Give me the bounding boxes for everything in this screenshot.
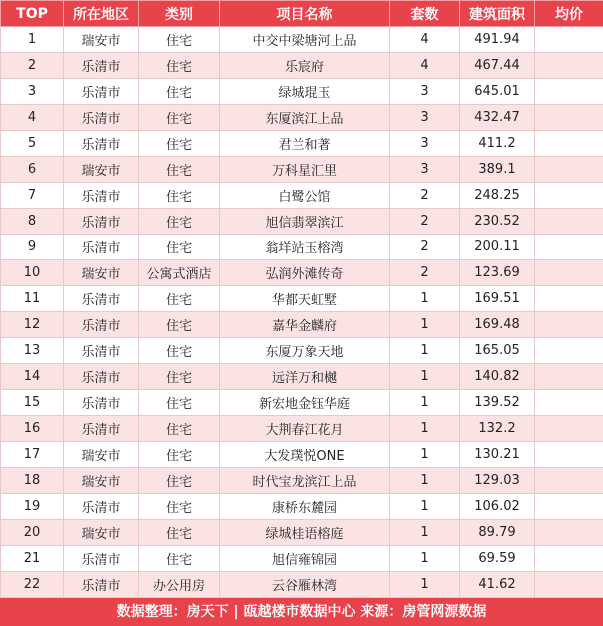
- header-top: TOP: [1, 1, 64, 27]
- region-cell: 乐清市: [64, 364, 139, 390]
- rank-cell: 4: [1, 104, 64, 130]
- floor-area-cell: 467.44: [460, 52, 535, 78]
- units-cell: 2: [390, 260, 460, 286]
- project-name-cell: 嘉华金麟府: [220, 312, 390, 338]
- category-cell: 住宅: [139, 442, 220, 468]
- region-cell: 乐清市: [64, 208, 139, 234]
- region-cell: 乐清市: [64, 52, 139, 78]
- region-cell: 乐清市: [64, 182, 139, 208]
- project-name-cell: 东厦滨江上品: [220, 104, 390, 130]
- header-category: 类别: [139, 1, 220, 27]
- table-row: [1, 156, 603, 182]
- table-row: [1, 364, 603, 390]
- category-cell: 住宅: [139, 519, 220, 545]
- avg-price-cell: [535, 78, 603, 104]
- avg-price-cell: [535, 545, 603, 571]
- category-cell: 住宅: [139, 493, 220, 519]
- table-row: [1, 416, 603, 442]
- category-cell: 住宅: [139, 27, 220, 53]
- region-cell: 瑞安市: [64, 519, 139, 545]
- floor-area-cell: 69.59: [460, 545, 535, 571]
- rank-cell: 17: [1, 442, 64, 468]
- units-cell: 3: [390, 156, 460, 182]
- category-cell: 住宅: [139, 390, 220, 416]
- floor-area-cell: 169.51: [460, 286, 535, 312]
- avg-price-cell: [535, 182, 603, 208]
- avg-price-cell: [535, 364, 603, 390]
- category-cell: 住宅: [139, 52, 220, 78]
- rank-cell: 16: [1, 416, 64, 442]
- avg-price-cell: [535, 156, 603, 182]
- region-cell: 乐清市: [64, 234, 139, 260]
- region-cell: 瑞安市: [64, 156, 139, 182]
- table-row: [1, 260, 603, 286]
- category-cell: 住宅: [139, 130, 220, 156]
- category-cell: 办公用房: [139, 571, 220, 597]
- table-row: [1, 519, 603, 545]
- rank-cell: 2: [1, 52, 64, 78]
- floor-area-cell: 129.03: [460, 467, 535, 493]
- project-name-cell: 东厦万象天地: [220, 338, 390, 364]
- floor-area-cell: 140.82: [460, 364, 535, 390]
- table-row: [1, 467, 603, 493]
- project-name-cell: 新宏地金钰华庭: [220, 390, 390, 416]
- units-cell: 1: [390, 286, 460, 312]
- category-cell: 住宅: [139, 182, 220, 208]
- category-cell: 住宅: [139, 338, 220, 364]
- table-row: [1, 545, 603, 571]
- rank-cell: 6: [1, 156, 64, 182]
- project-name-cell: 绿城桂语榕庭: [220, 519, 390, 545]
- units-cell: 1: [390, 338, 460, 364]
- project-name-cell: 乐宸府: [220, 52, 390, 78]
- avg-price-cell: [535, 234, 603, 260]
- avg-price-cell: [535, 208, 603, 234]
- project-name-cell: 万科星汇里: [220, 156, 390, 182]
- category-cell: 住宅: [139, 234, 220, 260]
- avg-price-cell: [535, 52, 603, 78]
- rank-cell: 13: [1, 338, 64, 364]
- project-name-cell: 白鹭公馆: [220, 182, 390, 208]
- header-region: 所在地区: [64, 1, 139, 27]
- avg-price-cell: [535, 519, 603, 545]
- region-cell: 乐清市: [64, 312, 139, 338]
- table-header-row: [1, 1, 603, 27]
- table-row: [1, 390, 603, 416]
- floor-area-cell: 106.02: [460, 493, 535, 519]
- floor-area-cell: 123.69: [460, 260, 535, 286]
- rank-cell: 10: [1, 260, 64, 286]
- region-cell: 乐清市: [64, 571, 139, 597]
- avg-price-cell: [535, 130, 603, 156]
- category-cell: 住宅: [139, 312, 220, 338]
- avg-price-cell: [535, 390, 603, 416]
- table-row: [1, 493, 603, 519]
- units-cell: 1: [390, 416, 460, 442]
- category-cell: 住宅: [139, 467, 220, 493]
- units-cell: 2: [390, 182, 460, 208]
- table-body: [1, 27, 603, 598]
- floor-area-cell: 132.2: [460, 416, 535, 442]
- source-footer: 数据整理：房天下 | 瓯越楼市数据中心 来源：房管网源数据: [0, 598, 603, 626]
- rank-cell: 15: [1, 390, 64, 416]
- project-name-cell: 大荆春江花月: [220, 416, 390, 442]
- table-row: [1, 338, 603, 364]
- rank-cell: 1: [1, 27, 64, 53]
- floor-area-cell: 230.52: [460, 208, 535, 234]
- region-cell: 乐清市: [64, 130, 139, 156]
- units-cell: 4: [390, 27, 460, 53]
- project-name-cell: 云谷雁林湾: [220, 571, 390, 597]
- units-cell: 1: [390, 442, 460, 468]
- avg-price-cell: [535, 312, 603, 338]
- floor-area-cell: 491.94: [460, 27, 535, 53]
- category-cell: 住宅: [139, 208, 220, 234]
- avg-price-cell: [535, 467, 603, 493]
- region-cell: 乐清市: [64, 104, 139, 130]
- units-cell: 3: [390, 130, 460, 156]
- rank-cell: 21: [1, 545, 64, 571]
- project-name-cell: 绿城琨玉: [220, 78, 390, 104]
- category-cell: 住宅: [139, 416, 220, 442]
- rank-cell: 20: [1, 519, 64, 545]
- units-cell: 1: [390, 571, 460, 597]
- floor-area-cell: 200.11: [460, 234, 535, 260]
- rank-cell: 7: [1, 182, 64, 208]
- region-cell: 瑞安市: [64, 260, 139, 286]
- floor-area-cell: 389.1: [460, 156, 535, 182]
- avg-price-cell: [535, 442, 603, 468]
- units-cell: 3: [390, 78, 460, 104]
- floor-area-cell: 165.05: [460, 338, 535, 364]
- category-cell: 住宅: [139, 545, 220, 571]
- units-cell: 1: [390, 545, 460, 571]
- header-units: 套数: [390, 1, 460, 27]
- category-cell: 住宅: [139, 364, 220, 390]
- floor-area-cell: 130.21: [460, 442, 535, 468]
- table-row: [1, 312, 603, 338]
- category-cell: 住宅: [139, 286, 220, 312]
- floor-area-cell: 169.48: [460, 312, 535, 338]
- units-cell: 1: [390, 364, 460, 390]
- table-row: [1, 52, 603, 78]
- rank-cell: 22: [1, 571, 64, 597]
- header-avg-price: 均价: [535, 1, 603, 27]
- units-cell: 1: [390, 390, 460, 416]
- table-row: [1, 234, 603, 260]
- floor-area-cell: 41.62: [460, 571, 535, 597]
- project-name-cell: 弘润外滩传奇: [220, 260, 390, 286]
- project-name-cell: 旭信雍锦园: [220, 545, 390, 571]
- floor-area-cell: 432.47: [460, 104, 535, 130]
- units-cell: 1: [390, 519, 460, 545]
- region-cell: 乐清市: [64, 416, 139, 442]
- header-project-name: 项目名称: [220, 1, 390, 27]
- avg-price-cell: [535, 104, 603, 130]
- table-row: [1, 286, 603, 312]
- floor-area-cell: 248.25: [460, 182, 535, 208]
- category-cell: 住宅: [139, 78, 220, 104]
- avg-price-cell: [535, 27, 603, 53]
- project-name-cell: 中交中梁塘河上品: [220, 27, 390, 53]
- rank-cell: 11: [1, 286, 64, 312]
- units-cell: 1: [390, 312, 460, 338]
- floor-area-cell: 645.01: [460, 78, 535, 104]
- floor-area-cell: 139.52: [460, 390, 535, 416]
- table-row: [1, 571, 603, 597]
- project-name-cell: 康桥东麓园: [220, 493, 390, 519]
- rank-cell: 3: [1, 78, 64, 104]
- project-name-cell: 君兰和著: [220, 130, 390, 156]
- units-cell: 4: [390, 52, 460, 78]
- rank-cell: 12: [1, 312, 64, 338]
- project-name-cell: 翁垟站玉榕湾: [220, 234, 390, 260]
- table-row: [1, 182, 603, 208]
- project-name-cell: 大发璞悦ONE: [220, 442, 390, 468]
- units-cell: 1: [390, 467, 460, 493]
- table-row: [1, 104, 603, 130]
- units-cell: 3: [390, 104, 460, 130]
- region-cell: 瑞安市: [64, 27, 139, 53]
- avg-price-cell: [535, 493, 603, 519]
- table-row: [1, 78, 603, 104]
- project-name-cell: 远洋万和樾: [220, 364, 390, 390]
- table-row: [1, 208, 603, 234]
- region-cell: 乐清市: [64, 493, 139, 519]
- avg-price-cell: [535, 260, 603, 286]
- header-floor-area: 建筑面积: [460, 1, 535, 27]
- rank-cell: 19: [1, 493, 64, 519]
- rank-cell: 18: [1, 467, 64, 493]
- region-cell: 乐清市: [64, 286, 139, 312]
- avg-price-cell: [535, 571, 603, 597]
- units-cell: 2: [390, 234, 460, 260]
- region-cell: 乐清市: [64, 78, 139, 104]
- table-row: [1, 442, 603, 468]
- project-name-cell: 华都天虹墅: [220, 286, 390, 312]
- rank-cell: 8: [1, 208, 64, 234]
- floor-area-cell: 411.2: [460, 130, 535, 156]
- region-cell: 瑞安市: [64, 442, 139, 468]
- rank-cell: 5: [1, 130, 64, 156]
- table-row: [1, 27, 603, 53]
- category-cell: 住宅: [139, 156, 220, 182]
- rank-cell: 14: [1, 364, 64, 390]
- table-row: [1, 130, 603, 156]
- floor-area-cell: 89.79: [460, 519, 535, 545]
- region-cell: 瑞安市: [64, 467, 139, 493]
- avg-price-cell: [535, 286, 603, 312]
- avg-price-cell: [535, 416, 603, 442]
- category-cell: 住宅: [139, 104, 220, 130]
- rank-cell: 9: [1, 234, 64, 260]
- project-name-cell: 时代宝龙滨江上品: [220, 467, 390, 493]
- units-cell: 1: [390, 493, 460, 519]
- category-cell: 公寓式酒店: [139, 260, 220, 286]
- region-cell: 乐清市: [64, 390, 139, 416]
- units-cell: 2: [390, 208, 460, 234]
- project-name-cell: 旭信翡翠滨江: [220, 208, 390, 234]
- region-cell: 乐清市: [64, 545, 139, 571]
- avg-price-cell: [535, 338, 603, 364]
- region-cell: 乐清市: [64, 338, 139, 364]
